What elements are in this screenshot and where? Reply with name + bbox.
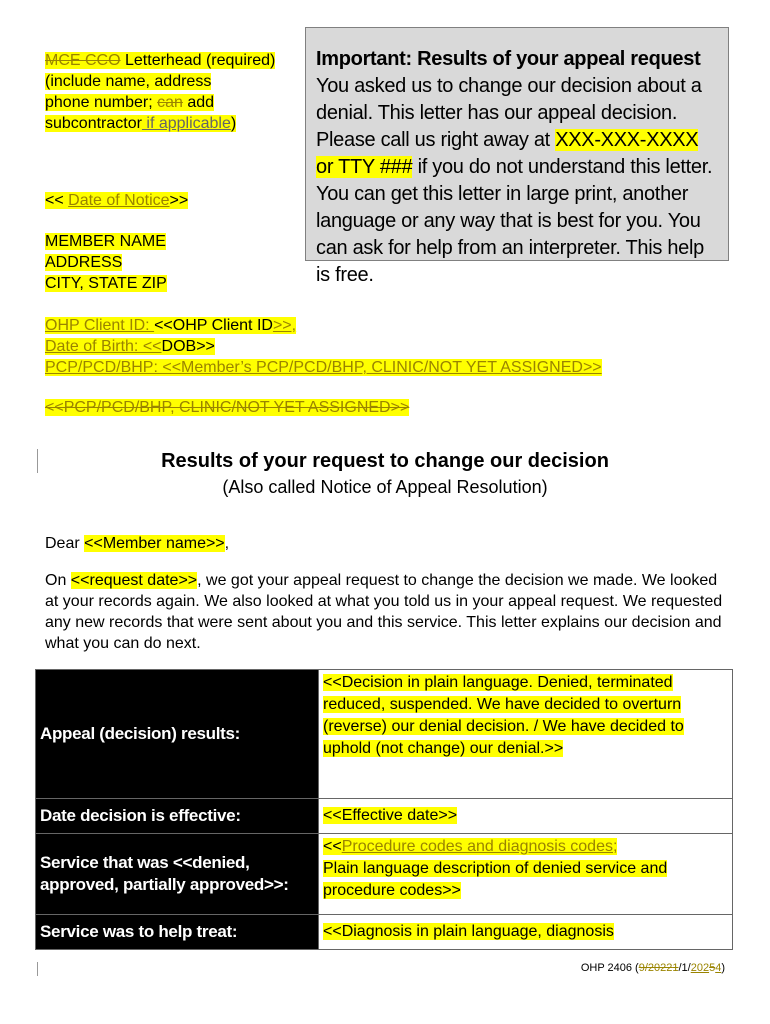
row-value: <<Procedure codes and diagnosis codes; Plain language description of denied service and procedure codes>> — [319, 834, 733, 915]
row-value: <<Decision in plain language. Denied, terminated reduced, suspended. We have decided to overturn (reverse) our denial decision. / We have decided to uphold (not change) our denial.>> — [319, 670, 733, 799]
deleted-text: can — [157, 94, 183, 111]
letterhead-line-2: (include name, address — [45, 73, 212, 90]
table-row — [36, 915, 733, 950]
form-number-footer: OHP 2406 (9/20221/1/20254) — [580, 962, 725, 974]
letterhead-line-1: MCE CCO Letterhead (required) — [45, 52, 276, 69]
member-city-state-zip: CITY, STATE ZIP — [45, 275, 167, 292]
inserted-text: if applicable — [141, 115, 231, 132]
member-street-address: ADDRESS — [45, 254, 123, 271]
row-label: Appeal (decision) results: — [36, 670, 319, 799]
important-notice-box — [305, 27, 729, 286]
inserted-text: Procedure codes and diagnosis codes; — [341, 838, 618, 855]
row-label: Service that was <<denied, approved, partially approved>>: — [36, 834, 319, 915]
member-identifiers — [45, 315, 745, 378]
notice-title: Important: Results of your appeal request — [316, 48, 701, 70]
row-label: Service was to help treat: — [36, 915, 319, 950]
row-label: Date decision is effective: — [36, 799, 319, 834]
dob-line: Date of Birth: <<DOB>> — [45, 338, 215, 355]
member-name-placeholder: <<Member name>> — [84, 535, 225, 552]
table-row — [36, 670, 733, 799]
change-bar — [37, 962, 38, 976]
page-title: Results of your request to change our decision — [161, 450, 609, 472]
letterhead-placeholder — [45, 50, 305, 134]
greeting: Dear <<Member name>>, — [45, 535, 230, 552]
pcp-line: PCP/PCD/BHP: <<Member’s PCP/PCD/BHP, CLINIC/NOT YET ASSIGNED>> — [45, 359, 602, 376]
appeal-results-table — [35, 669, 733, 950]
member-name: MEMBER NAME — [45, 233, 166, 250]
page-subtitle: (Also called Notice of Appeal Resolution) — [222, 477, 548, 497]
notice-body: You asked us to change our decision about a denial. This letter has our appeal decision. Please call us right away at XXX-XXX-XXXX or TTY ### if you do not understand this letter. You can get this letter in large print, another language or any way that is best for you. You can ask for help from an interpreter. This help is free. — [316, 75, 713, 286]
intro-paragraph: On <<request date>>, we got your appeal request to change the decision we made. We looked at your records again. We also looked at what you told us in your appeal request. We requested any new records that were sent about you and this service. This letter explains our decision and what you can do next. — [45, 572, 723, 652]
notice-phone: XXX-XXX-XXXX or TTY ### — [316, 129, 699, 178]
table-row — [36, 834, 733, 915]
letterhead-line-4: subcontractor if applicable) — [45, 115, 237, 132]
row-value: <<Diagnosis in plain language, diagnosis — [319, 915, 733, 950]
pcp-deleted-line: <<PCP/PCD/BHP, CLINIC/NOT YET ASSIGNED>> — [45, 399, 410, 416]
table-row — [36, 799, 733, 834]
deleted-text: MCE CCO — [45, 52, 121, 69]
letterhead-line-3: phone number; can add — [45, 94, 215, 111]
request-date-placeholder: <<request date>> — [70, 572, 198, 589]
member-address — [45, 231, 167, 294]
inserted-text: Date of Notice — [68, 192, 170, 209]
row-value: <<Effective date>> — [319, 799, 733, 834]
client-id-line: OHP Client ID: <<OHP Client ID>>, — [45, 317, 297, 334]
date-of-notice: << Date of Notice>> — [45, 192, 189, 209]
